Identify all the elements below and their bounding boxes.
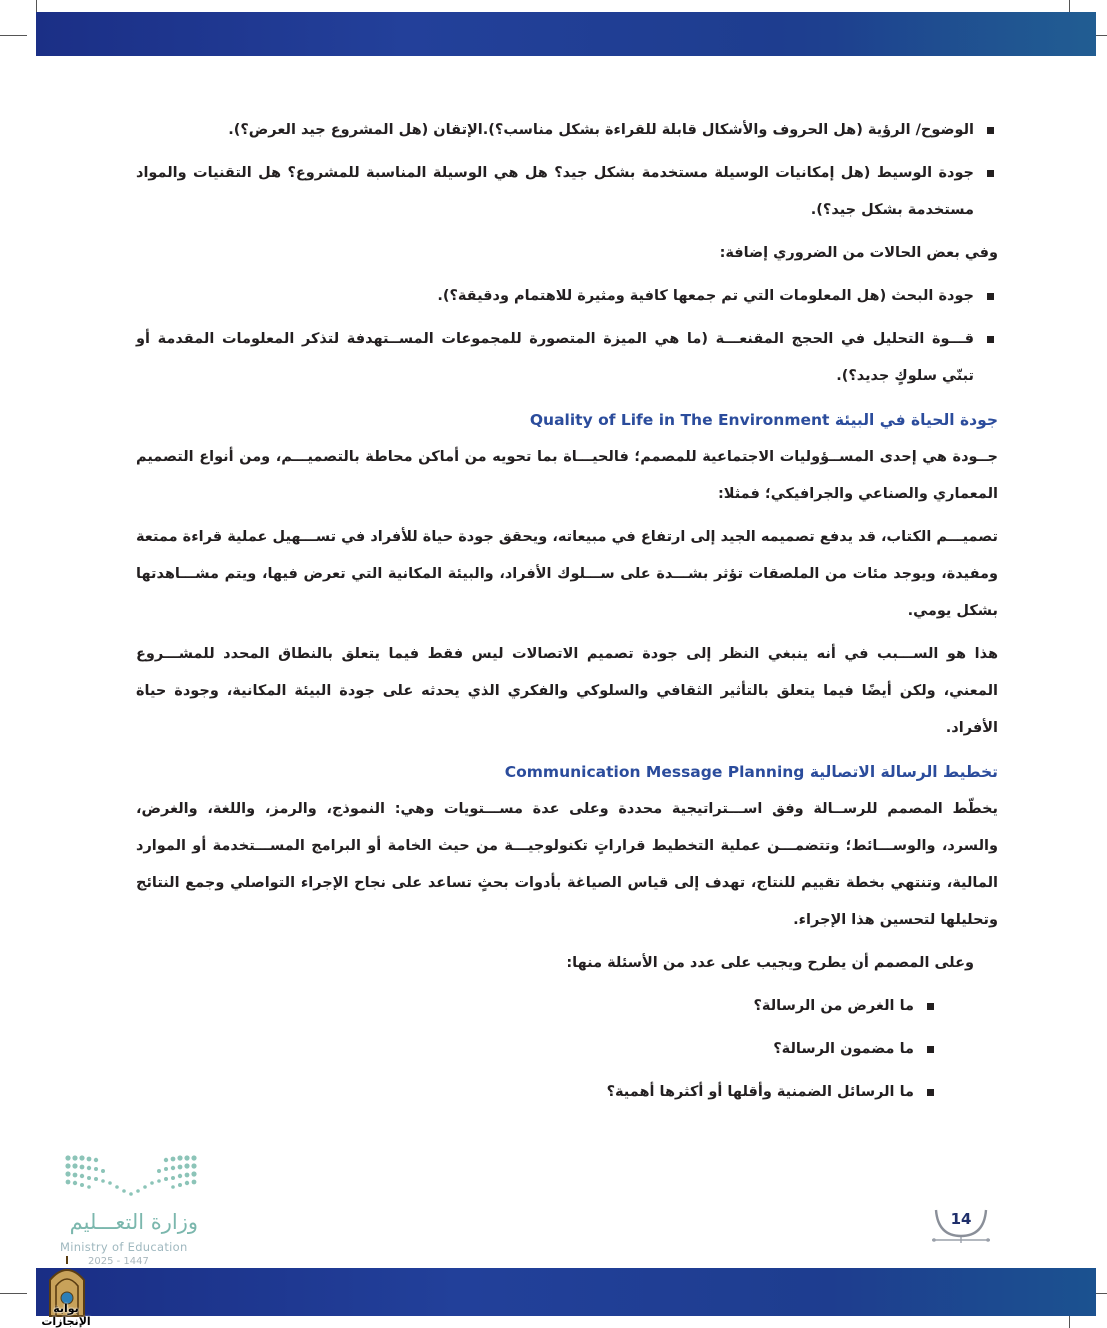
logo-arabic-text: وزارة التعـــليم [69,1210,198,1234]
page-number: 14 [950,1210,972,1228]
paragraph: وعلى المصمم أن يطرح ويجيب على عدد من الأسئلة منها: [566,955,974,971]
crop-mark [1069,1316,1070,1328]
crop-mark [0,1293,27,1294]
heading-english: Quality of Life in The Environment [529,411,830,429]
heading-arabic: تخطيط الرسالة الاتصالية [809,763,998,781]
footer-band [36,1268,1096,1316]
additional-criteria-list [136,278,998,395]
list-item: ما الغرض من الرسالة؟ [136,988,914,1025]
paragraph: يخطّط المصمم للرســالة وفق اســـتراتيجية محددة وعلى عدة مســـتويات وهي: النموذج، والرمز، واللغة، والغرض، والسرد، والوســـائط؛ وتتضمـــن عملية التخطيط قراراتٍ تكنولوجيـــة من حيث الخامة أو البرامج المســـتخدمة أو الموارد المالية، وتنتهي بخطة تقييم للنتاج، تهدف إلى قياس الصياغة بأدوات بحثٍ تساعد على نجاح الإجراء التواصلي وجمع النتائج وتحليلها لتحسين هذا الإجراء. [136,801,998,928]
list-item: جودة البحث (هل المعلومات التي تم جمعها كافية ومثيرة للاهتمام ودقيقة؟). [136,278,974,315]
crop-mark [0,35,27,36]
list-item: الوضوح/ الرؤية (هل الحروف والأشكال قابلة للقراءة بشكل مناسب؟).الإتقان (هل المشروع جيد العرض؟). [136,112,974,149]
paragraph: تصميـــم الكتاب، قد يدفع تصميمه الجيد إلى ارتفاع في مبيعاته، ويحقق جودة حياة للأفراد في تســـهيل عملية قراءة ممتعة ومفيدة، ويوجد مئات من الملصقات تؤثر بشـــدة على ســـلوك الأفراد، والبيئة المكانية التي تعرض فيها، ويتم مشـــاهدتها بشكل يومي. [136,529,998,619]
heading-arabic: جودة الحياة في البيئة [834,411,998,429]
logo-year: 2025 - 1447 [88,1256,149,1267]
paragraph: جــودة هي إحدى المســؤوليات الاجتماعية للمصمم؛ فالحيـــاة بما تحويه من أماكن محاطة بالتصميـــم، ومن أنواع التصميم المعماري والصناعي والجرافيكي؛ فمثلا: [136,449,998,502]
list-item: ما مضمون الرسالة؟ [136,1031,914,1068]
list-item: قـــوة التحليل في الحجج المقنعـــة (ما هي الميزة المتصورة للمجموعات المســتهدفة لتذكر المعلومات المقدمة أو تبنّي سلوكٍ جديد؟). [136,321,974,395]
heading-english: Communication Message Planning [504,763,805,781]
criteria-list [136,112,998,229]
header-band [36,12,1096,56]
section-heading-message-planning [136,755,998,789]
logo-english-text: Ministry of Education [60,1240,188,1254]
questions-list [136,988,998,1111]
section-heading-quality-of-life [136,403,998,437]
logo-dots-icon [64,1152,198,1198]
paragraph: وفي بعض الحالات من الضروري إضافة: [719,245,998,261]
paragraph: هذا هو الســـبب في أنه ينبغي النظر إلى جودة تصميم الاتصالات ليس فقط فيما يتعلق بالنطاق المحدد للمشـــروع المعني، ولكن أيضًا فيما يتعلق بالتأثير الثقافي والسلوكي والفكري الذي يحدثه على جودة البيئة المكانية، وجودة حياة الأفراد. [136,646,998,736]
page-content [136,112,998,1117]
watermark-text: بوابة الإنجازات [41,1302,91,1328]
crop-mark [36,0,37,12]
list-item: ما الرسائل الضمنية وأقلها أو أكثرها أهمية؟ [136,1074,914,1111]
list-item: جودة الوسيط (هل إمكانيات الوسيلة مستخدمة بشكل جيد؟ هل هي الوسيلة المناسبة للمشروع؟ هل التقنيات والمواد مستخدمة بشكل جيد؟). [136,155,974,229]
